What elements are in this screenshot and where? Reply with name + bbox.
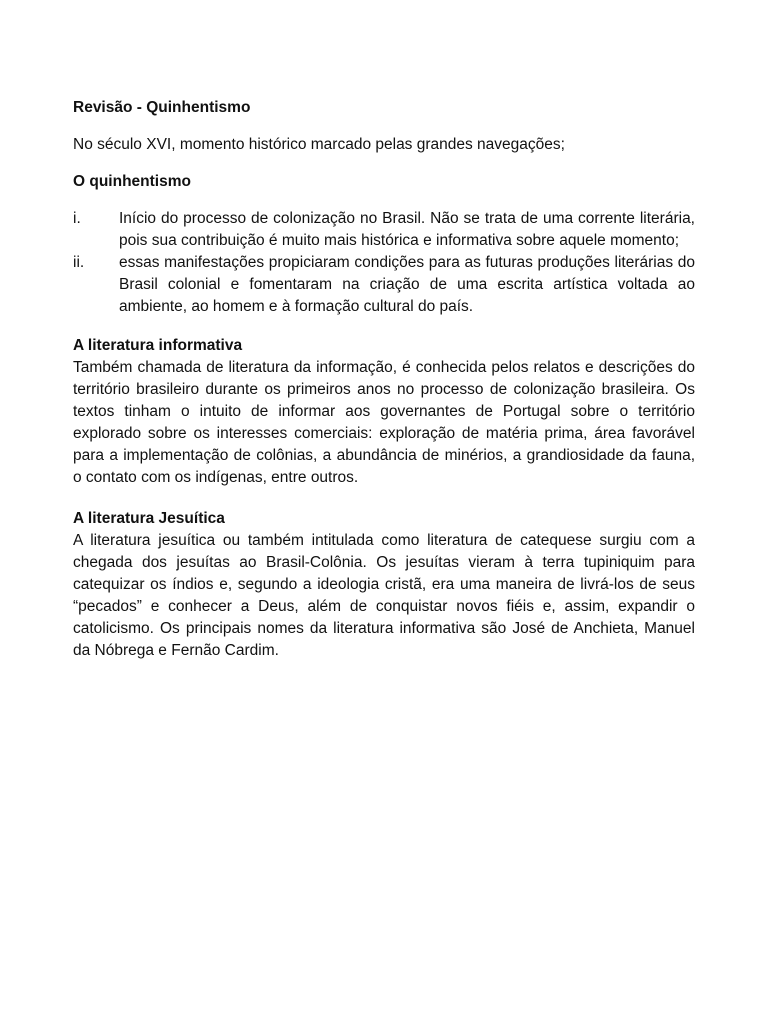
list-marker: i. — [73, 210, 81, 227]
section-literatura-jesuitica — [73, 508, 695, 662]
list-item-text: Início do processo de colonização no Brasil. Não se trata de uma corrente literária, pois sua contribuição é muito mais histórica e informativa sobre aquele momento; — [119, 210, 695, 249]
section-literatura-informativa — [73, 335, 695, 489]
intro-paragraph: No século XVI, momento histórico marcado pelas grandes navegações; — [73, 136, 565, 153]
section-body: Também chamada de literatura da informação, é conhecida pelos relatos e descrições do território brasileiro durante os primeiros anos no processo de colonização brasileira. Os textos tinham o intuito de informar aos governantes de Portugal sobre o território explorado sobre os interesses comerciais: exploração de matéria prima, área favorável para a implementação de colônias, a abundância de minérios, a grandiosidade da fauna, o contato com os indígenas, entre outros. — [73, 359, 695, 486]
section-body: A literatura jesuítica ou também intitulada como literatura de catequese surgiu com a chegada dos jesuítas ao Brasil-Colônia. Os jesuítas vieram à terra tupiniquim para catequizar os índios e, segundo a ideologia cristã, era uma maneira de livrá-los de seus “pecados” e conhecer a Deus, além de conquistar novos fiéis e, assim, expandir o catolicismo. Os principais nomes da literatura informativa são José de Anchieta, Manuel da Nóbrega e Fernão Cardim. — [73, 532, 695, 659]
section-heading: A literatura Jesuítica — [73, 510, 225, 527]
subheading-quinhentismo: O quinhentismo — [73, 173, 191, 190]
numbered-list — [73, 208, 695, 318]
list-item-text: essas manifestações propiciaram condições para as futuras produções literárias do Brasil colonial e fomentaram na criação de uma escrita artística voltada ao ambiente, ao homem e à formação cultural do país. — [119, 254, 695, 315]
document-title: Revisão - Quinhentismo — [73, 99, 251, 116]
section-heading: A literatura informativa — [73, 337, 243, 354]
list-marker: ii. — [73, 254, 85, 271]
list-item — [73, 252, 695, 318]
list-item — [73, 208, 695, 252]
